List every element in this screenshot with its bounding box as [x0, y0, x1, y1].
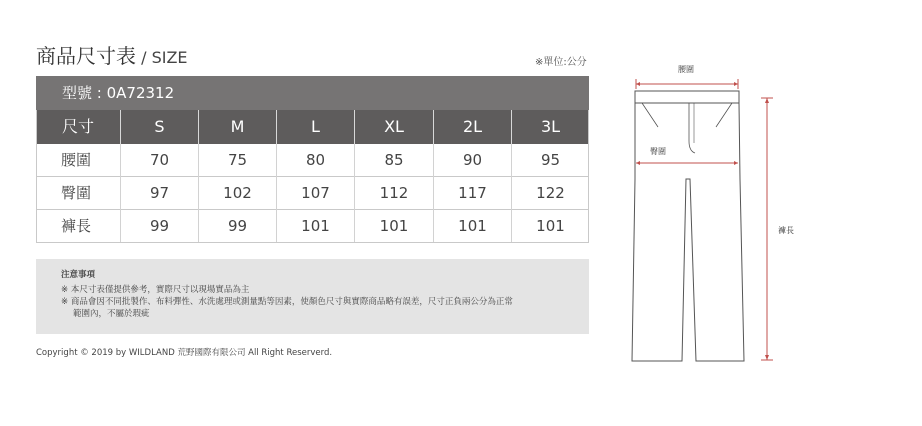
table-cell: 95 [511, 144, 589, 177]
header-cell-s: S [120, 110, 198, 144]
table-cell: 101 [511, 210, 589, 243]
pants-leg-outline [632, 103, 744, 361]
table-cell: 122 [511, 177, 589, 210]
waist-label: 腰圍 [678, 65, 694, 74]
row-label: 臀圍 [61, 184, 92, 202]
notes-line: ※ 商品會因不同批製作、布料彈性、水洗處理或測量點等因素，使顏色尺寸與實際商品略有誤差，尺寸正負兩公分為正常 [61, 297, 513, 307]
table-row-length [36, 210, 589, 243]
table-cell: 70 [120, 144, 198, 177]
pants-outline-svg [620, 55, 810, 375]
table-cell: 97 [120, 177, 198, 210]
length-arrow-bottom [765, 355, 769, 360]
header-cell-xl: XL [354, 110, 433, 144]
title-sub: SIZE [151, 48, 188, 67]
hip-arrow-left [636, 161, 640, 165]
header-cell-2l: 2L [433, 110, 511, 144]
title-separator: / [136, 48, 152, 67]
right-pocket [716, 103, 732, 127]
pants-diagram [620, 55, 810, 379]
notes-title: 注意事項 [61, 270, 96, 280]
copyright: Copyright © 2019 by WILDLAND 荒野國際有限公司 All Right Reserverd. [36, 348, 333, 358]
notes-line: ※ 本尺寸表僅提供參考，實際尺寸以現場實品為主 [61, 285, 250, 295]
waistband [635, 91, 739, 103]
table-cell: 101 [433, 210, 511, 243]
table-cell: 101 [276, 210, 354, 243]
left-pocket [642, 103, 658, 127]
model-value: 0A72312 [106, 84, 175, 102]
table-cell: 102 [198, 177, 276, 210]
hip-arrow-right [734, 161, 738, 165]
table-cell: 90 [433, 144, 511, 177]
table-cell: 107 [276, 177, 354, 210]
table-cell: 80 [276, 144, 354, 177]
model-label: 型號 [62, 84, 93, 102]
hip-label: 臀圍 [650, 147, 666, 156]
table-cell: 75 [198, 144, 276, 177]
row-label: 褲長 [61, 217, 92, 235]
page-title [36, 40, 188, 69]
header-cell-m: M [198, 110, 276, 144]
table-cell: 101 [354, 210, 433, 243]
table-row-waist [36, 144, 589, 177]
table-row-hip [36, 177, 589, 210]
header-cell-3l: 3L [511, 110, 589, 144]
notes-line: 範圍內，不屬於瑕疵 [73, 309, 150, 319]
unit-note: ※單位:公分 [535, 57, 587, 68]
model-colon: : [92, 84, 107, 102]
size-table-header [36, 110, 589, 144]
row-label: 腰圍 [61, 151, 92, 169]
table-cell: 117 [433, 177, 511, 210]
waist-arrow-left [636, 82, 640, 86]
length-label: 褲長 [778, 226, 794, 235]
table-cell: 85 [354, 144, 433, 177]
waist-arrow-right [734, 82, 738, 86]
table-cell: 99 [120, 210, 198, 243]
table-cell: 112 [354, 177, 433, 210]
notes-box [36, 259, 589, 334]
length-arrow-top [765, 98, 769, 103]
header-cell-l: L [276, 110, 354, 144]
model-bar [36, 76, 589, 110]
header-cell-size: 尺寸 [61, 117, 94, 136]
table-cell: 99 [198, 210, 276, 243]
title-main: 商品尺寸表 [36, 44, 136, 68]
